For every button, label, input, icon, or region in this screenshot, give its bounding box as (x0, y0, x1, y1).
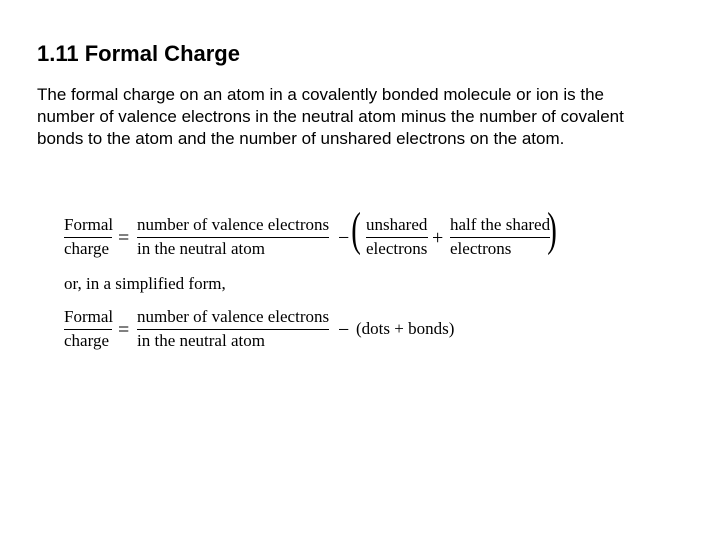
eq2-fraction-bar-num1 (137, 329, 329, 330)
eq2-fraction-bar-lhs (64, 329, 112, 330)
slide-paragraph: The formal charge on an atom in a covalently bonded molecule or ion is the number of valence electrons in the neutral atom minus the number of covalent bonds to the atom and the number of unshared electrons on the atom. (37, 85, 624, 148)
eq2-num1-top: number of valence electrons (137, 307, 330, 326)
connector-text: or, in a simplified form, (64, 274, 226, 293)
eq1-lhs-bottom: charge (64, 239, 109, 258)
eq1-fraction-bar-term2 (366, 237, 428, 238)
eq1-num1-bottom: in the neutral atom (137, 239, 265, 258)
eq2-minus: − (338, 319, 350, 341)
slide-title: 1.11 Formal Charge (37, 41, 240, 66)
eq1-term3-top: half the shared (450, 215, 551, 234)
eq1-minus: − (338, 227, 350, 249)
eq1-term2-top: unshared (366, 215, 428, 234)
eq1-fraction-bar-num1 (137, 237, 329, 238)
eq1-term3-bottom: electrons (450, 239, 512, 258)
eq2-rhs: (dots + bonds) (356, 319, 455, 338)
eq2-equals: = (118, 319, 130, 341)
eq2-lhs-bottom: charge (64, 331, 109, 350)
eq1-plus: + (432, 227, 444, 249)
eq1-term2-bottom: electrons (366, 239, 428, 258)
eq1-left-paren: ( (351, 203, 361, 256)
eq1-fraction-bar-term3 (450, 237, 550, 238)
eq1-num1-top: number of valence electrons (137, 215, 330, 234)
eq1-right-paren: ) (547, 203, 557, 256)
eq1-equals: = (118, 227, 130, 249)
eq1-fraction-bar-lhs (64, 237, 112, 238)
eq1-lhs-top: Formal (64, 215, 114, 234)
eq2-num1-bottom: in the neutral atom (137, 331, 265, 350)
eq2-lhs-top: Formal (64, 307, 114, 326)
